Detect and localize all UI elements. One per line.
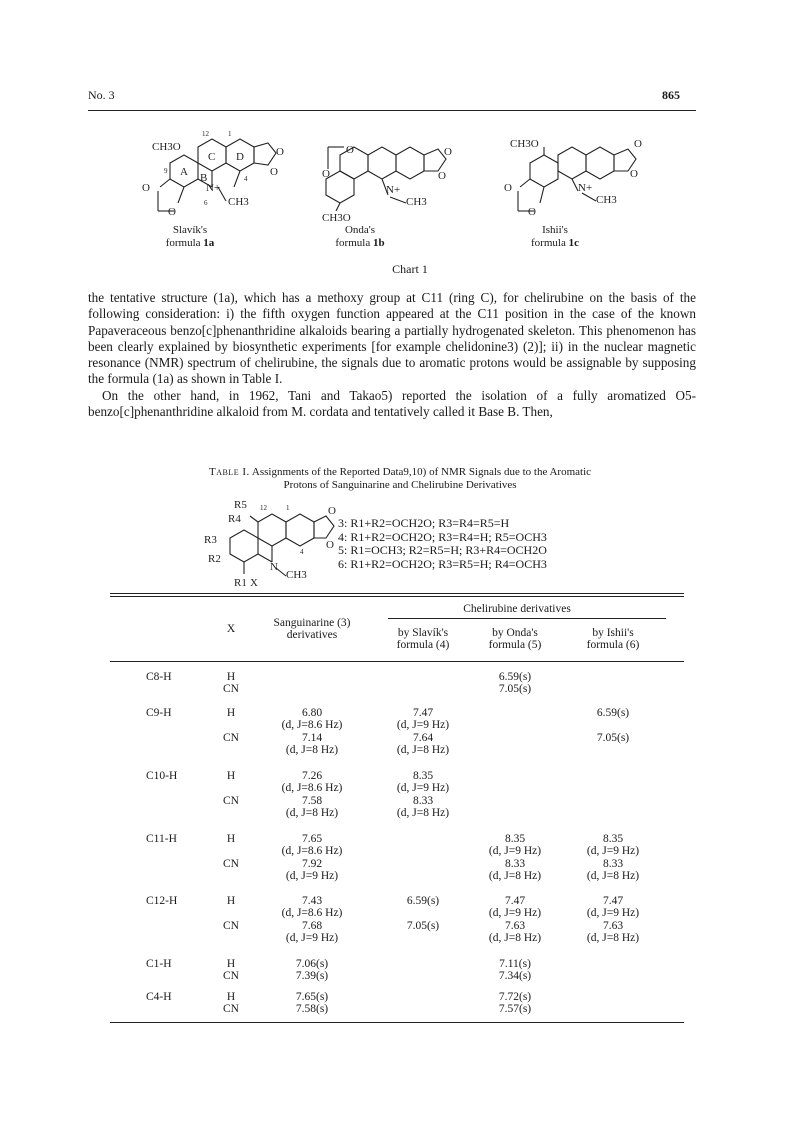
nmr-signal-value: (d, J=8.6 Hz) [281, 907, 343, 920]
formula-label: formula 1c [531, 237, 579, 249]
nmr-signal-value: 7.39(s) [295, 970, 329, 983]
formula-1a-caption [150, 224, 230, 250]
methoxy-label: CH3O [510, 138, 539, 150]
nmr-signal-value: 8.33 [504, 857, 526, 870]
x-value: CN [223, 794, 239, 807]
nmr-signal-value: 7.63 [504, 919, 526, 932]
nmr-signal-value: (d, J=8 Hz) [488, 870, 542, 883]
oxygen-label: O [142, 182, 150, 194]
x-value: H [226, 895, 236, 907]
nmr-signal-value: 7.58(s) [295, 1003, 329, 1016]
r1-label: R1 [234, 577, 247, 588]
nmr-signal-value: 8.35 [412, 770, 434, 782]
nmr-signal-value: 7.57(s) [498, 1003, 532, 1016]
structure-legend [338, 517, 547, 571]
row-label: C11-H [146, 833, 177, 845]
nmr-signal-value: 7.14 [301, 731, 323, 744]
n-plus-label: N+ [206, 182, 221, 194]
oxygen-label: O [438, 170, 446, 182]
header-ishii: by Ishii's formula (6) [586, 627, 640, 651]
chart-caption: Chart 1 [392, 262, 428, 276]
x-value: H [226, 991, 236, 1003]
formula-1b-structure [322, 144, 452, 224]
x-value: H [226, 770, 236, 782]
nmr-signal-value: (d, J=8 Hz) [396, 807, 450, 820]
formula-1b-caption [320, 224, 400, 250]
x-value: H [226, 958, 236, 970]
header-sanguinarine: Sanguinarine (3) derivatives [273, 617, 351, 641]
ring-d-label: D [236, 151, 244, 163]
table-top-rule [110, 593, 684, 594]
oxygen-label: O [326, 539, 334, 551]
nmr-signal-value: 7.26 [301, 770, 323, 782]
position-12-label: 12 [260, 504, 267, 512]
nmr-signal-value: 7.68 [301, 919, 323, 932]
x-value: H [226, 833, 236, 845]
position-6-label: 6 [204, 199, 208, 207]
header-onda: by Onda's formula (5) [488, 627, 542, 651]
nmr-signal-value: (d, J=8.6 Hz) [281, 719, 343, 732]
legend-item: 5: R1=OCH3; R2=R5=H; R3+R4=OCH2O [338, 543, 547, 558]
nmr-signal-value: 7.06(s) [295, 958, 329, 970]
nmr-signal-value: 7.65 [301, 833, 323, 845]
nmr-signal-value: (d, J=9 Hz) [285, 932, 339, 945]
formula-author: Onda's [344, 224, 376, 236]
nmr-signal-value: 8.35 [602, 833, 624, 845]
nmr-signal-value: 7.05(s) [406, 919, 440, 932]
x-value: CN [223, 970, 239, 983]
legend-item: 4: R1+R2=OCH2O; R3=R4=H; R5=OCH3 [338, 529, 547, 544]
nmr-signal-value: 8.33 [602, 857, 624, 870]
nmr-signal-value: 7.05(s) [596, 731, 630, 744]
r2-label: R2 [208, 553, 221, 565]
position-9-label: 9 [164, 167, 168, 175]
nmr-signal-value: (d, J=8.6 Hz) [281, 845, 343, 858]
generic-structure [190, 498, 340, 588]
formula-label: formula 1a [165, 237, 215, 249]
row-label: C8-H [146, 671, 172, 683]
table-bottom-rule [110, 1022, 684, 1023]
x-value: CN [223, 1003, 239, 1016]
row-label: C1-H [146, 958, 172, 970]
methyl-label: CH3 [406, 196, 427, 208]
r4-label: R4 [228, 513, 241, 525]
methyl-label: CH3 [228, 196, 249, 208]
oxygen-label: O [630, 168, 638, 180]
nmr-signal-value: (d, J=9 Hz) [285, 870, 339, 883]
ring-a-label: A [180, 166, 188, 178]
n-label: N [270, 561, 278, 573]
formula-1c-structure [504, 138, 642, 218]
x-value: H [226, 671, 236, 683]
nmr-signal-value: 7.47 [412, 707, 434, 719]
position-4-label: 4 [300, 548, 304, 556]
row-label: C4-H [146, 991, 172, 1003]
nmr-signal-value: 7.92 [301, 857, 323, 870]
header-slavik: by Slavík's formula (4) [396, 627, 450, 651]
header-x: X [226, 623, 236, 635]
nmr-signal-value: (d, J=9 Hz) [488, 907, 542, 920]
x-label: X [250, 577, 258, 588]
table-top-rule [110, 596, 684, 597]
position-1-label: 1 [286, 504, 290, 512]
nmr-signal-value: 7.64 [412, 731, 434, 744]
nmr-signal-value: (d, J=9 Hz) [396, 782, 450, 795]
nmr-signal-value: (d, J=8 Hz) [285, 744, 339, 757]
nmr-signal-value: 7.63 [602, 919, 624, 932]
position-1-label: 1 [228, 130, 232, 138]
oxygen-label: O [528, 206, 536, 218]
nmr-signal-value: 6.59(s) [498, 671, 532, 683]
n-plus-label: N+ [386, 184, 401, 196]
nmr-signal-value: 7.43 [301, 895, 323, 907]
nmr-signal-value: 7.65(s) [295, 991, 329, 1003]
nmr-signal-value: 7.11(s) [499, 958, 531, 970]
formula-1c-caption [515, 224, 595, 250]
nmr-signal-value: (d, J=8 Hz) [396, 744, 450, 757]
nmr-signal-value: 7.72(s) [498, 991, 532, 1003]
oxygen-label: O [168, 206, 176, 218]
formula-author: Ishii's [542, 224, 568, 236]
r5-label: R5 [234, 499, 247, 511]
paragraph: the tentative structure (1a), which has a methoxy group at C11 (ring C), for chelirubine on the basis of the following consideration: i) the fifth oxygen function appeared at the C11 position in the case of the known Papaveraceous benzo[c]phenanthridine alkaloids bearing a partially hydrogenated skeleton. This phenomenon has been clearly explained by biosynthetic experiments [for example chelidonine3) (2)]; ii) in the nuclear magnetic resonance (NMR) spectrum of chelirubine, the signals due to aromatic protons would be assignable by supposing the formula (1a) as shown in Table I. [88, 290, 696, 387]
table-label: Table I. [208, 466, 250, 478]
nmr-signal-value: 7.47 [504, 895, 526, 907]
x-value: CN [223, 731, 239, 744]
oxygen-label: O [276, 146, 284, 158]
nmr-signal-value: 6.59(s) [596, 707, 630, 719]
legend-item: 6: R1+R2=OCH2O; R3=R5=H; R4=OCH3 [338, 556, 547, 571]
nmr-signal-value: (d, J=8 Hz) [285, 807, 339, 820]
methyl-label: CH3 [286, 569, 307, 581]
oxygen-label: O [270, 166, 278, 178]
nmr-signal-value: (d, J=8 Hz) [586, 932, 640, 945]
nmr-signal-value: (d, J=9 Hz) [396, 719, 450, 732]
x-value: CN [223, 857, 239, 870]
ring-b-label: B [200, 172, 208, 184]
table-title-line: Protons of Sanguinarine and Chelirubine Derivatives [283, 479, 517, 491]
nmr-signal-value: (d, J=9 Hz) [488, 845, 542, 858]
n-plus-label: N+ [578, 182, 593, 194]
table-title [130, 466, 670, 492]
formula-author: Slavík's [172, 224, 208, 236]
nmr-signal-value: (d, J=8.6 Hz) [281, 782, 343, 795]
oxygen-label: O [444, 146, 452, 158]
oxygen-label: O [634, 138, 642, 150]
nmr-signal-value: 8.33 [412, 794, 434, 807]
x-value: H [226, 707, 236, 719]
nmr-signal-value: (d, J=8 Hz) [488, 932, 542, 945]
row-label: C12-H [146, 895, 178, 907]
methyl-label: CH3 [596, 194, 617, 206]
oxygen-label: O [322, 168, 330, 180]
nmr-signal-value: 7.58 [301, 794, 323, 807]
nmr-signal-value: 6.80 [301, 707, 323, 719]
formula-label: formula 1b [335, 237, 385, 249]
nmr-signal-value: (d, J=9 Hz) [586, 907, 640, 920]
nmr-signal-value: 7.47 [602, 895, 624, 907]
oxygen-label: O [504, 182, 512, 194]
chart1-structures [130, 125, 690, 225]
formula-1a-structure [142, 130, 284, 218]
r3-label: R3 [204, 534, 217, 546]
nmr-signal-value: (d, J=9 Hz) [586, 845, 640, 858]
running-header-section: No. 3 [88, 88, 115, 102]
group-header-rule [388, 618, 666, 619]
nmr-signal-value: 6.59(s) [406, 895, 440, 907]
oxygen-label: O [346, 144, 354, 156]
x-value: CN [223, 683, 239, 696]
paragraph: On the other hand, in 1962, Tani and Takao5) reported the isolation of a fully aromatized O5-benzo[c]phenanthridine alkaloid from M. cordata and tentatively called it Base B. Then, [88, 387, 696, 420]
methoxy-label: CH3O [322, 212, 351, 224]
nmr-signal-value: 8.35 [504, 833, 526, 845]
header-chelirubine-group: Chelirubine derivatives [463, 603, 571, 615]
nmr-signal-value: 7.05(s) [498, 683, 532, 696]
header-divider [88, 110, 696, 111]
table-header-rule [110, 661, 684, 662]
x-value: CN [223, 919, 239, 932]
oxygen-label: O [328, 505, 336, 517]
row-label: C10-H [146, 770, 178, 782]
nmr-signal-value: 7.34(s) [498, 970, 532, 983]
methoxy-label: CH3O [152, 141, 181, 153]
ring-c-label: C [208, 151, 216, 163]
position-4-label: 4 [244, 175, 248, 183]
position-12-label: 12 [202, 130, 209, 138]
page-number: 865 [662, 88, 680, 102]
body-text [88, 290, 696, 420]
row-label: C9-H [146, 707, 172, 719]
legend-item: 3: R1+R2=OCH2O; R3=R4=R5=H [338, 516, 510, 530]
nmr-signal-value: (d, J=8 Hz) [586, 870, 640, 883]
table-title-line: Assignments of the Reported Data9,10) of NMR Signals due to the Aromatic [251, 466, 592, 478]
